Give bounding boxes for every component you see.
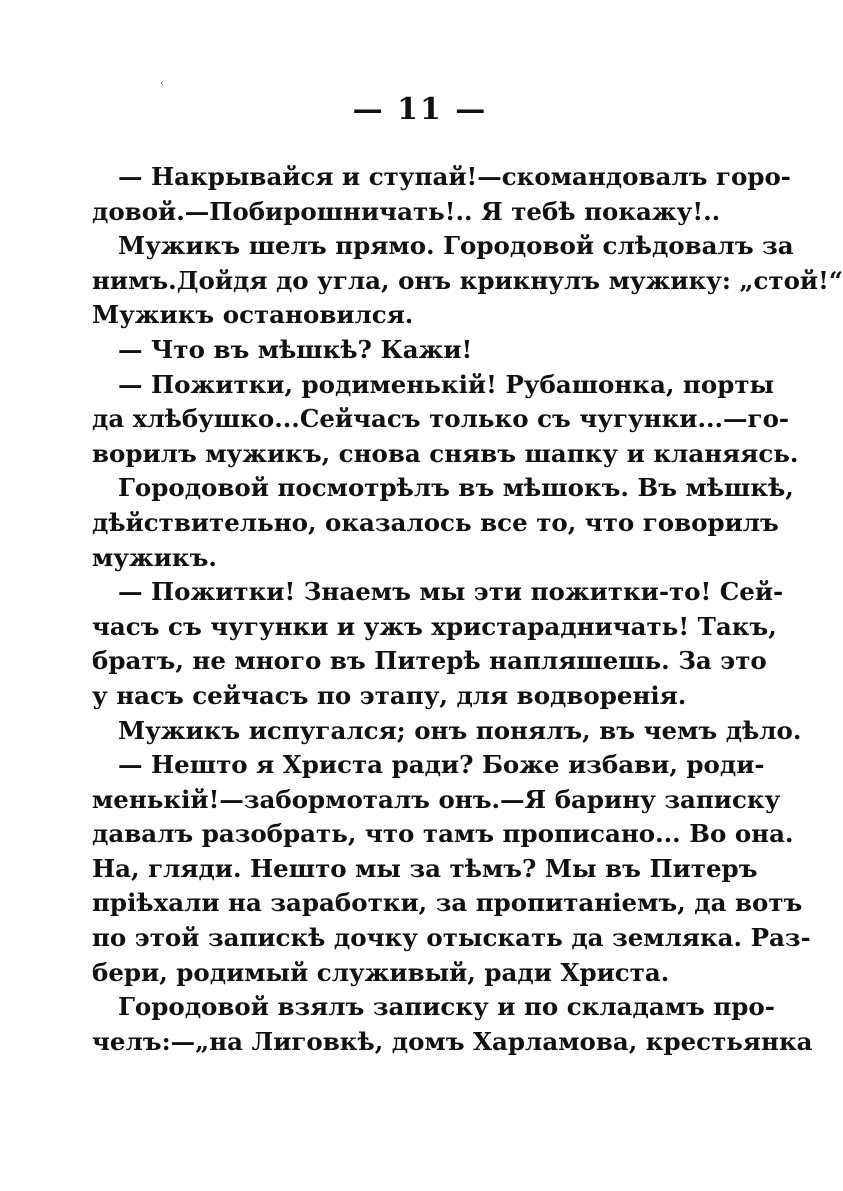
text-line: у насъ сейчасъ по этапу, для водворенія. [92, 680, 687, 710]
text-line: — Пожитки, родименькій! Рубашонка, порты [118, 369, 775, 399]
text-line: Мужикъ шелъ прямо. Городовой слѣдовалъ за [118, 231, 794, 261]
text-line: Городовой посмотрѣлъ въ мѣшокъ. Въ мѣшкѣ, [118, 473, 794, 503]
text-line: братъ, не много въ Питерѣ напляшешь. За это [92, 646, 767, 676]
page-number: — 11 — [352, 92, 488, 127]
text-line: челъ:—„на Лиговкѣ, домъ Харламова, крестьянка [92, 1026, 813, 1056]
text-line: да хлѣбушко...Сейчасъ только съ чугунки...—го- [92, 404, 790, 434]
text-line: Мужикъ остановился. [92, 300, 414, 330]
print-speck: ‹ [160, 78, 164, 89]
text-line: Мужикъ испугался; онъ понялъ, въ чемъ дѣло. [118, 715, 802, 745]
text-line: — Пожитки! Знаемъ мы эти пожитки-то! Сей- [118, 577, 784, 607]
text-line: нимъ.Дойдя до угла, онъ крикнулъ мужику: „стой!“ [92, 265, 843, 295]
text-line: менькій!—забормоталъ онъ.—Я барину записку [92, 784, 781, 814]
text-line: довой.—Побирошничать!.. Я тебѣ покажу!.. [92, 196, 721, 226]
text-line: дѣйствительно, оказалось все то, что говорилъ [92, 507, 779, 537]
text-line: давалъ разобрать, что тамъ прописано... Во она. [92, 819, 794, 849]
text-line: мужикъ. [92, 542, 217, 572]
text-line: Городовой взялъ записку и по складамъ про- [118, 992, 775, 1022]
text-line: — Что въ мѣшкѣ? Кажи! [118, 334, 473, 364]
text-line: пріѣхали на заработки, за пропитаніемъ, да вотъ [92, 888, 803, 918]
text-line: по этой запискѣ дочку отыскать да земляка. Раз- [92, 923, 811, 953]
body-text [92, 160, 843, 1059]
text-line: часъ съ чугунки и ужъ христарадничать! Такъ, [92, 611, 777, 641]
text-line: ворилъ мужикъ, снова снявъ шапку и кланяясь. [92, 438, 799, 468]
text-line: бери, родимый служивый, ради Христа. [92, 957, 670, 987]
text-line: — Нешто я Христа ради? Боже избави, роди- [118, 750, 765, 780]
text-line: На, гляди. Нешто мы за тѣмъ? Мы въ Питеръ [92, 853, 758, 883]
text-line: — Накрывайся и ступай!—скомандовалъ горо- [118, 162, 791, 191]
